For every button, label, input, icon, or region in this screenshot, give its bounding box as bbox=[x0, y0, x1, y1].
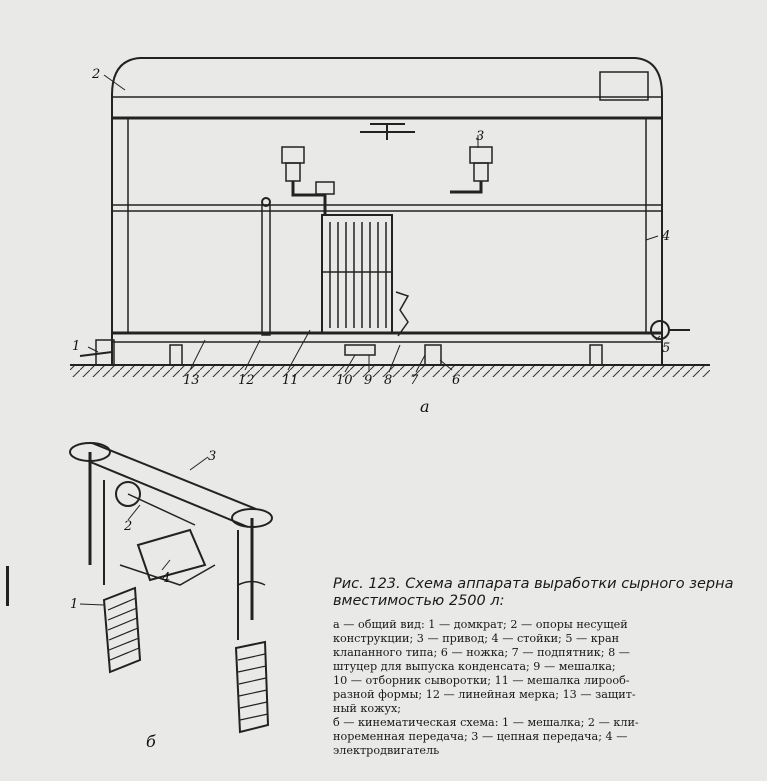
figure-b-label: б bbox=[146, 732, 156, 751]
callout-a-7: 7 bbox=[410, 373, 419, 388]
callout-a-5: 5 bbox=[662, 341, 671, 356]
caption-line: б — кинематическая схема: 1 — мешалка; 2 — кли- bbox=[333, 716, 639, 729]
figure-caption bbox=[333, 576, 743, 758]
callout-a-11: 11 bbox=[282, 373, 299, 388]
callout-a-3: 3 bbox=[476, 129, 485, 144]
callout-a-10: 10 bbox=[336, 373, 353, 388]
callout-a-2: 2 bbox=[92, 67, 101, 82]
callout-b-4: 4 bbox=[162, 571, 171, 586]
caption-line: разной формы; 12 — линейная мерка; 13 — защит- bbox=[333, 688, 636, 701]
caption-line: 10 — отборник сыворотки; 11 — мешалка лирооб- bbox=[333, 674, 630, 687]
callout-b-1: 1 bbox=[70, 597, 79, 612]
caption-title: Рис. 123. Схема аппарата выработки сырного зерна вместимостью 2500 л: bbox=[333, 576, 734, 609]
caption-line: конструкции; 3 — привод; 4 — стойки; 5 — кран bbox=[333, 632, 620, 645]
caption-line: клапанного типа; 6 — ножка; 7 — подпятник; 8 — bbox=[333, 646, 630, 659]
margin-mark bbox=[6, 566, 9, 606]
callout-b-2: 2 bbox=[124, 519, 133, 534]
callout-a-1: 1 bbox=[72, 339, 81, 354]
callout-a-13: 13 bbox=[183, 373, 200, 388]
vat-general-view bbox=[70, 58, 710, 377]
callout-a-4: 4 bbox=[662, 229, 671, 244]
callout-a-6: 6 bbox=[452, 373, 461, 388]
caption-line: ный кожух; bbox=[333, 702, 402, 715]
caption-line: а — общий вид: 1 — домкрат; 2 — опоры несущей bbox=[333, 618, 628, 631]
callout-a-12: 12 bbox=[238, 373, 255, 388]
callout-a-9: 9 bbox=[364, 373, 373, 388]
caption-line: штуцер для выпуска конденсата; 9 — мешалка; bbox=[333, 660, 616, 673]
caption-line: электродвигатель bbox=[333, 744, 440, 757]
callout-b-3: 3 bbox=[208, 449, 217, 464]
callout-a-8: 8 bbox=[384, 373, 393, 388]
kinematic-scheme bbox=[70, 443, 272, 732]
caption-line: ноременная передача; 3 — цепная передача; 4 — bbox=[333, 730, 628, 743]
figure-a-label: а bbox=[420, 397, 430, 416]
